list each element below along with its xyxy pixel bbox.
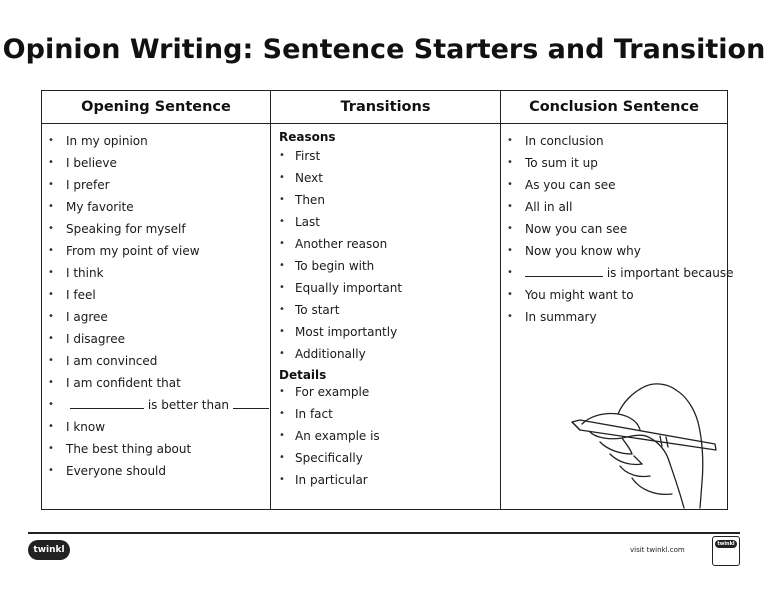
quality-badge-icon — [712, 536, 740, 566]
list-item: • I agree — [48, 310, 108, 324]
list-item: • I am confident that — [48, 376, 181, 390]
list-item: • I prefer — [48, 178, 110, 192]
list-item: • In summary — [507, 310, 597, 324]
list-item: • First — [279, 149, 321, 163]
list-item: • As you can see — [507, 178, 616, 192]
twinkl-logo: twinkl — [28, 540, 70, 560]
fill-in-blank — [70, 396, 144, 409]
list-item: • To sum it up — [507, 156, 598, 170]
opening-sentence-header: Opening Sentence — [42, 91, 270, 124]
list-item: • The best thing about — [48, 442, 192, 456]
list-item: • My favorite — [48, 200, 134, 214]
list-item: • Then — [279, 193, 325, 207]
page-title: Opinion Writing: Sentence Starters and Transition — [2, 34, 766, 65]
opening-sentence-list — [48, 130, 268, 482]
list-item: • Now you can see — [507, 222, 628, 236]
list-item: • Last — [279, 215, 320, 229]
badge-logo: twinkl — [715, 540, 737, 548]
transitions-column — [271, 91, 501, 509]
list-item: • An example is — [279, 429, 380, 443]
list-item: • Specifically — [279, 451, 363, 465]
list-item: • To begin with — [279, 259, 375, 273]
list-item: • Another reason — [279, 237, 388, 251]
footer-divider — [28, 532, 740, 534]
reasons-subheading: Reasons — [279, 130, 336, 144]
list-item: • I am convinced — [48, 354, 158, 368]
list-item: • In fact — [279, 407, 333, 421]
visit-website-text: visit twinkl.com — [630, 546, 685, 554]
list-item: • Everyone should — [48, 464, 167, 478]
transitions-header: Transitions — [271, 91, 500, 124]
hand-holding-pencil-icon — [560, 378, 725, 513]
details-list — [279, 381, 497, 491]
details-subheading: Details — [279, 368, 327, 382]
fill-in-blank — [233, 396, 269, 409]
conclusion-sentence-list — [507, 130, 734, 328]
list-item: • Most importantly — [279, 325, 398, 339]
list-item: • In conclusion — [507, 134, 604, 148]
conclusion-sentence-header: Conclusion Sentence — [501, 91, 727, 124]
fill-in-blank — [525, 264, 603, 277]
list-item: • All in all — [507, 200, 573, 214]
list-item: • I feel — [48, 288, 96, 302]
list-item: • I know — [48, 420, 106, 434]
list-item: • I believe — [48, 156, 117, 170]
list-item: • You might want to — [507, 288, 634, 302]
reasons-list — [279, 145, 497, 365]
list-item: • Now you know why — [507, 244, 641, 258]
list-item: • Speaking for myself — [48, 222, 186, 236]
list-item: • From my point of view — [48, 244, 200, 258]
list-item: • In particular — [279, 473, 368, 487]
list-item: • I disagree — [48, 332, 125, 346]
list-item: • Equally important — [279, 281, 403, 295]
list-item: • I think — [48, 266, 104, 280]
list-item: • is better than — [48, 394, 268, 416]
list-item: • Additionally — [279, 347, 366, 361]
list-item: • In my opinion — [48, 134, 148, 148]
list-item: • To start — [279, 303, 340, 317]
list-item: • For example — [279, 385, 370, 399]
list-item: • Next — [279, 171, 323, 185]
list-item: • is important because — [507, 266, 734, 280]
opening-sentence-column — [42, 91, 271, 509]
